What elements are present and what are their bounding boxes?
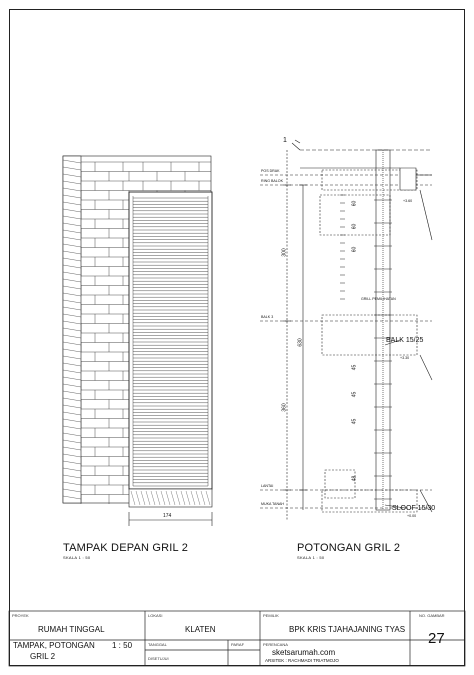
pos-muka-label: MUKA TANAH [261, 502, 285, 506]
tb-proyek-label: PROYEK [12, 613, 29, 618]
front-view-drawing [63, 156, 212, 526]
tb-scale: 1 : 50 [112, 641, 133, 650]
label-sloof: SLOOF 15/30 [392, 505, 436, 512]
dim-small-3: 60 [351, 246, 358, 253]
tb-drawing-name-1: TAMPAK, POTONGAN [13, 641, 95, 650]
tb-proyek: RUMAH TINGGAL [38, 625, 105, 634]
tb-no-gambar: 27 [428, 630, 445, 647]
title-block-grid [9, 611, 465, 666]
tb-disetujui-label: DISETUJUI [148, 656, 169, 661]
tb-pemilik: BPK KRIS TJAHAJANING TYAS [289, 625, 406, 634]
dim-small-6: 45 [351, 418, 358, 425]
tb-tanggal-label: TANGGAL [148, 642, 167, 647]
label-balk: BALK 15/25 [386, 337, 424, 344]
section-view-scale: SKALA 1 : 50 [297, 555, 325, 560]
pos-lantai-label: LANTAI [261, 484, 274, 488]
level-bottom: +0.00 [407, 514, 417, 518]
dim-vertical-3: 360 [281, 403, 288, 412]
section-marker: 1 [283, 137, 287, 144]
level-mid: +3.30 [400, 356, 410, 360]
tb-website: sketsarumah.com [272, 648, 336, 657]
label-gril: GRILL PEMILIHATAN [361, 297, 396, 301]
front-view-title: TAMPAK DEPAN GRIL 2 [63, 542, 189, 554]
front-view-scale: SKALA 1 : 50 [63, 555, 91, 560]
tb-perencana-label: PERENCANA [263, 642, 288, 647]
section-view-drawing [260, 140, 432, 520]
pos-top-label: POS DRAK [261, 169, 280, 173]
dim-small-2: 60 [351, 223, 358, 230]
front-width-dimension: 174 [163, 513, 172, 519]
dim-small-5: 45 [351, 391, 358, 398]
section-view-title: POTONGAN GRIL 2 [297, 542, 401, 554]
dim-small-4: 45 [351, 364, 358, 371]
pos-mid-label: BALK 3 [261, 315, 274, 319]
level-top: +3.60 [403, 199, 413, 203]
dim-small-1: 60 [351, 200, 358, 207]
tb-no-gambar-label: NO. GAMBAR [419, 613, 445, 618]
tb-paraf-label: PARAF [231, 642, 245, 647]
tb-lokasi-label: LOKASI [148, 613, 163, 618]
dim-vertical-1: 300 [281, 248, 288, 257]
tb-arsitek: ARSITEK : RACHMADI TRIATMOJO [265, 658, 339, 663]
tb-drawing-name-2: GRIL 2 [30, 652, 56, 661]
dim-vertical-2: 630 [297, 338, 304, 347]
dim-small-7: 48 [351, 475, 358, 482]
pos-ring-label: RING BALOK [261, 179, 283, 183]
tb-lokasi: KLATEN [185, 625, 216, 634]
tb-pemilik-label: PEMILIK [263, 613, 279, 618]
